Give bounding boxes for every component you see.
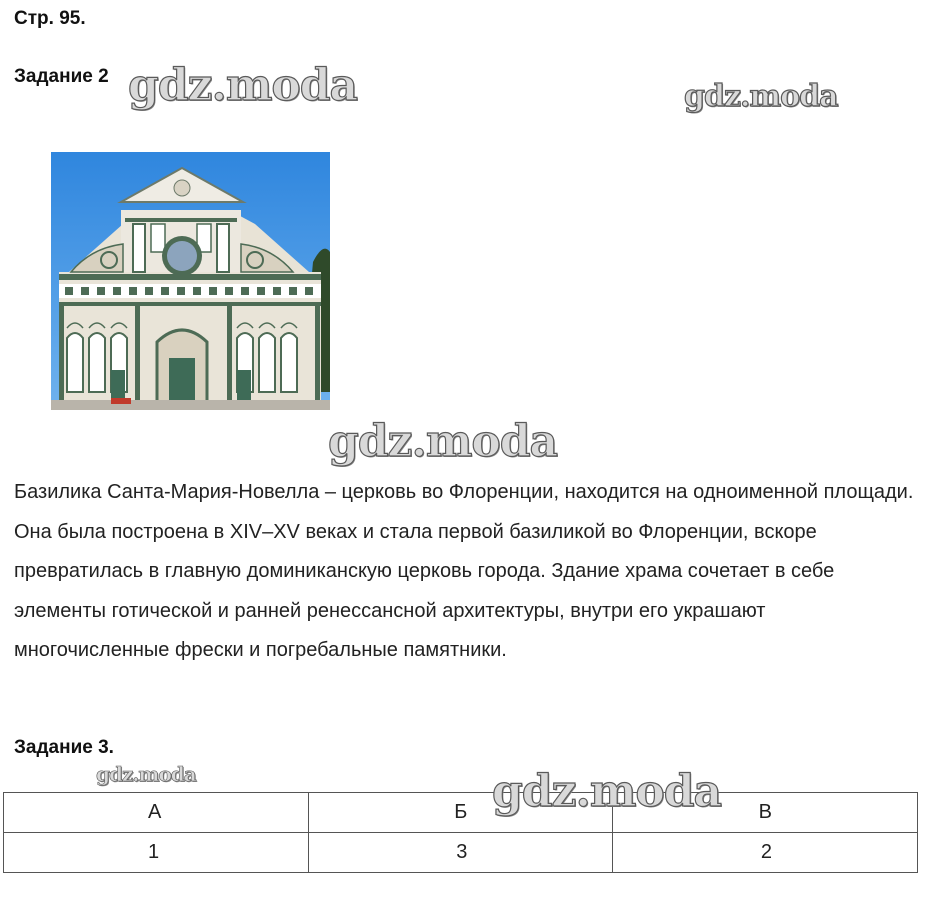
task3-heading: Задание 3. (14, 737, 114, 758)
table-header-cell: А (4, 793, 309, 833)
watermark-logo: gdz.moda (128, 60, 358, 111)
table-cell: 2 (613, 833, 918, 873)
table-header-cell: В (613, 793, 918, 833)
watermark-logo: gdz.moda (328, 416, 558, 467)
watermark-logo: gdz.moda (96, 762, 196, 786)
answer-table (3, 792, 918, 873)
watermark-logo: gdz.moda (492, 766, 722, 817)
church-photo (51, 152, 330, 410)
table-row (4, 833, 918, 873)
table-header-cell: Б (308, 793, 613, 833)
table-cell: 3 (308, 833, 613, 873)
table-cell: 1 (4, 833, 309, 873)
page-title: Стр. 95. (14, 8, 86, 29)
task2-text: Базилика Санта-Мария-Новелла – церковь во Флоренции, находится на одноименной площади. Она была построена в XIV–XV веках и стала первой базиликой во Флоренции, вскоре превратилась в главную доминиканскую церковь города. Здание храма сочетает в себе элементы готической и ранней ренессансной архитектуры, внутри его украшают многочисленные фрески и погребальные памятники. (14, 481, 914, 661)
task2-heading: Задание 2 (14, 66, 109, 87)
table-header-row (4, 793, 918, 833)
watermark-logo: gdz.moda (684, 79, 838, 114)
